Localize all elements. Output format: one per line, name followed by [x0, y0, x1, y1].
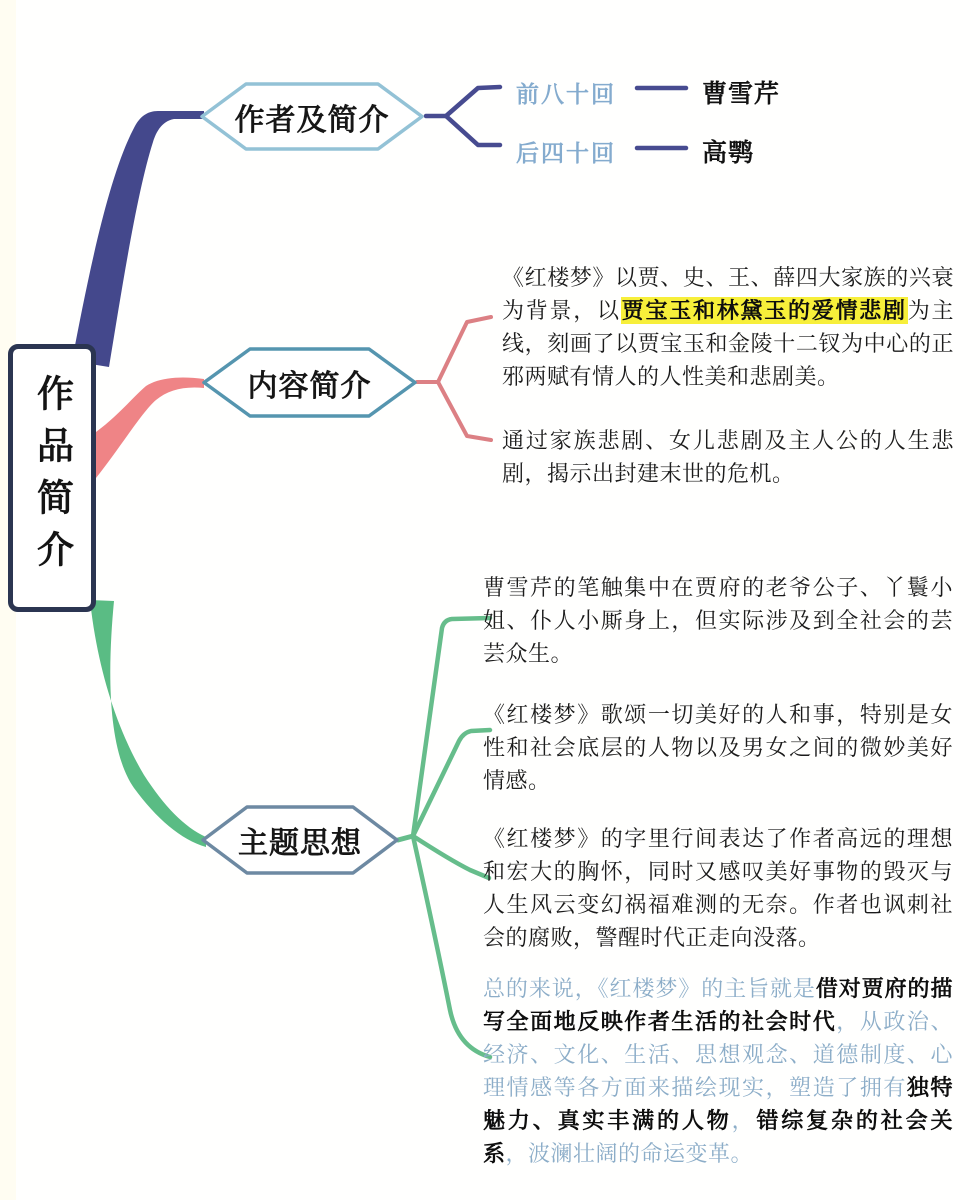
node-content-label: 内容简介	[247, 369, 372, 403]
content-fork-lower	[438, 382, 491, 440]
theme-paragraph-3: 《红楼梦》的字里行间表达了作者高远的理想和宏大的胸怀，同时又感叹美好事物的毁灭与人生风云变幻祸福难测的无奈。作者也讽刺社会的腐败，警醒时代正走向没落。	[483, 826, 953, 950]
content-paragraph-1: 《红楼梦》以贾、史、王、薛四大家族的兴衰为背景，以贾宝玉和林黛玉的爱情悲剧为主线，刻画了以贾宝玉和金陵十二钗为中心的正邪两赋有情人的人性美和悲剧美。	[502, 265, 954, 389]
theme-paragraph-4: 总的来说，《红楼梦》的主旨就是借对贾府的描写全面地反映作者生活的社会时代，从政治、经济、文化、生活、思想观念、道德制度、心理情感等各方面来描绘现实，塑造了拥有独特魅力、真实丰满的人物，错综复杂的社会关系，波澜壮阔的命运变革。	[483, 976, 953, 1166]
root-node[interactable]	[8, 344, 96, 612]
theme-paragraph-2: 《红楼梦》歌颂一切美好的人和事，特别是女性和社会底层的人物以及男女之间的微妙美好情感。	[483, 702, 953, 793]
node-content[interactable]	[202, 347, 417, 418]
theme-paragraph-1: 曹雪芹的笔触集中在贾府的老爷公子、丫鬟小姐、仆人小厮身上，但实际涉及到全社会的芸芸众生。	[483, 575, 953, 666]
theme-fork-4	[413, 836, 490, 1057]
child-value-gaoe: 高鹗	[702, 139, 755, 167]
content-paragraph-2: 通过家族悲剧、女儿悲剧及主人公的人生悲剧，揭示出封建末世的危机。	[502, 428, 954, 486]
child-value-caoxueqin: 曹雪芹	[702, 80, 781, 108]
content-fork-upper	[417, 317, 491, 382]
branch-author-ribbon	[72, 111, 204, 367]
root-node-label: 作品简介	[31, 374, 73, 582]
child-label-last40: 后四十回	[516, 140, 616, 166]
branch-content-ribbon	[96, 377, 204, 478]
child-label-first80: 前八十回	[516, 81, 616, 107]
theme-fork-1	[413, 618, 490, 836]
node-author[interactable]	[200, 82, 424, 151]
node-theme-label: 主题思想	[238, 827, 362, 860]
theme-fork-stub	[398, 836, 413, 840]
author-fork-upper	[426, 87, 500, 116]
author-fork-lower	[446, 116, 500, 145]
node-theme[interactable]	[201, 805, 399, 875]
branch-theme-ribbon	[90, 600, 206, 847]
theme-fork-3	[413, 836, 489, 878]
node-author-label: 作者及简介	[234, 103, 390, 137]
